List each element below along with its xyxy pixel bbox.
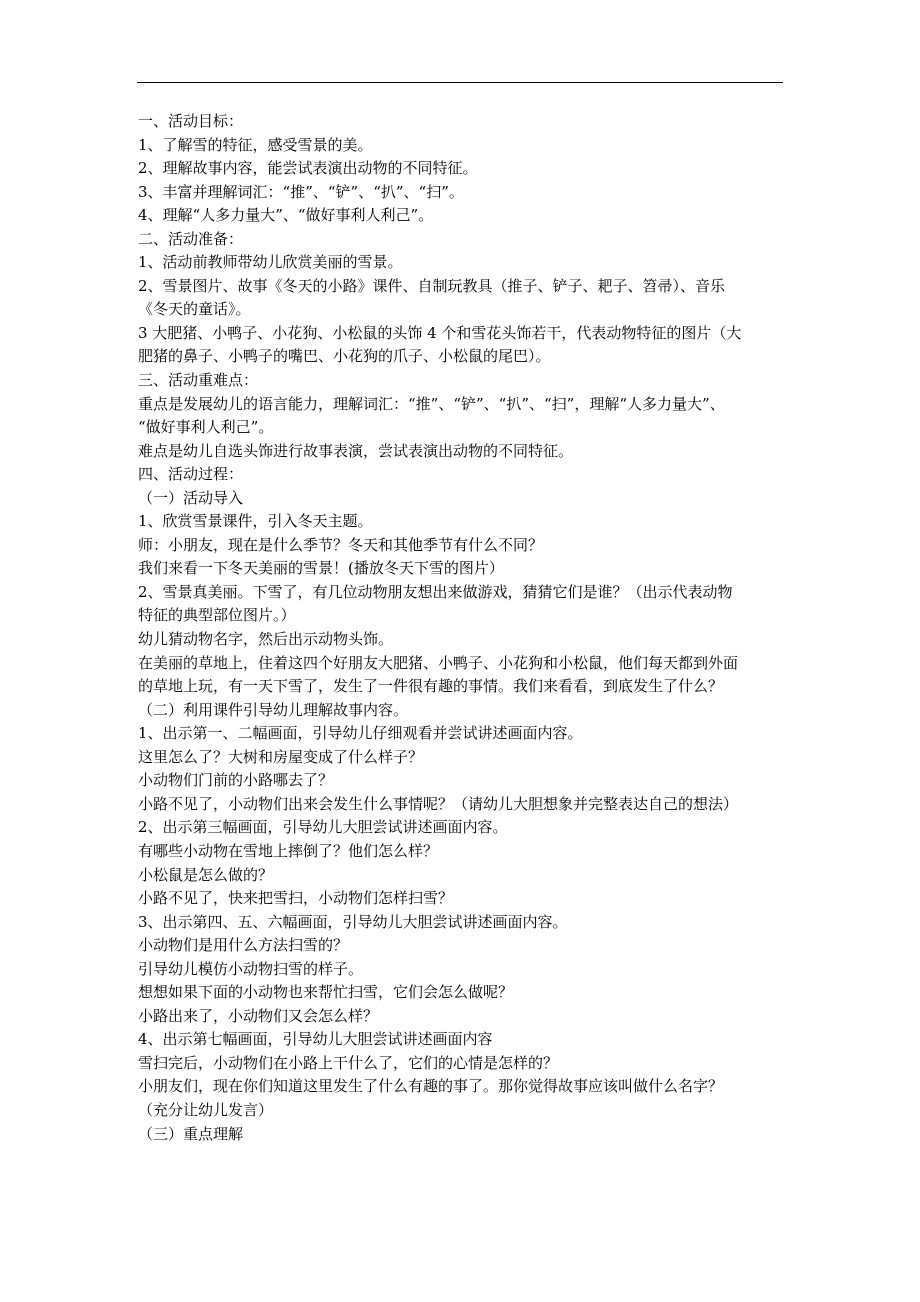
text-line: （三）重点理解 — [138, 1124, 244, 1143]
text-line: 3 大肥猪、小鸭子、小花狗、小松鼠的头饰 4 个和雪花头饰若干，代表动物特征的图片（大 — [138, 323, 742, 342]
text-line: 1、活动前教师带幼儿欣赏美丽的雪景。 — [138, 253, 403, 272]
text-line: 引导幼儿模仿小动物扫雪的样子。 — [138, 959, 364, 978]
text-line: 有哪些小动物在雪地上摔倒了？他们怎么样？ — [138, 841, 439, 860]
text-line: 师：小朋友，现在是什么季节？冬天和其他季节有什么不同？ — [138, 535, 544, 554]
text-line: 小动物们是用什么方法扫雪的？ — [138, 936, 349, 955]
text-line: 1、了解雪的特征，感受雪景的美。 — [138, 135, 373, 154]
text-line: 这里怎么了？大树和房屋变成了什么样子？ — [138, 747, 424, 766]
text-line: （充分让幼儿发言） — [138, 1100, 274, 1119]
text-line: 我们来看一下冬天美丽的雪景！(播放冬天下雪的图片） — [138, 559, 504, 578]
text-line: “做好事利人利己”。 — [138, 418, 274, 437]
text-line: 1、出示第一、二幅画面，引导幼儿仔细观看并尝试讲述画面内容。 — [138, 724, 583, 743]
text-line: 小松鼠是怎么做的？ — [138, 865, 274, 884]
text-line: 小路不见了，快来把雪扫，小动物们怎样扫雪？ — [138, 889, 454, 908]
text-line: 一、活动目标： — [138, 112, 244, 130]
text-line: 难点是幼儿自选头饰进行故事表演，尝试表演出动物的不同特征。 — [138, 441, 574, 460]
header-rule — [137, 82, 783, 83]
text-line: 小路出来了，小动物们又会怎么样？ — [138, 1006, 379, 1025]
text-line: 三、活动重难点： — [138, 371, 259, 390]
text-line: 四、活动过程： — [138, 465, 244, 484]
text-line: 2、理解故事内容，能尝试表演出动物的不同特征。 — [138, 159, 478, 178]
text-line: 肥猪的鼻子、小鸭子的嘴巴、小花狗的爪子、小松鼠的尾巴）。 — [138, 347, 551, 366]
text-line: 3、出示第四、五、六幅画面，引导幼儿大胆尝试讲述画面内容。 — [138, 912, 568, 931]
text-line: 二、活动准备： — [138, 229, 244, 248]
text-line: 在美丽的草地上，住着这四个好朋友大肥猪、小鸭子、小花狗和小松鼠，他们每天都到外面 — [138, 653, 739, 672]
text-line: 小朋友们，现在你们知道这里发生了什么有趣的事了。那你觉得故事应该叫做什么名字？ — [138, 1077, 724, 1096]
text-line: 1、欣赏雪景课件，引入冬天主题。 — [138, 512, 373, 531]
text-line: 的草地上玩，有一天下雪了，发生了一件很有趣的事情。我们来看看，到底发生了什么？ — [138, 677, 724, 696]
text-line: 重点是发展幼儿的语言能力，理解词汇：“推”、“铲”、“扒”、“扫”，理解“人多力量大”、 — [138, 394, 725, 413]
text-line: （二）利用课件引导幼儿理解故事内容。 — [138, 700, 409, 719]
text-line: 幼儿猜动物名字，然后出示动物头饰。 — [138, 630, 394, 649]
text-line: 4、理解“人多力量大”、“做好事利人利己”。 — [138, 206, 434, 225]
text-line: 雪扫完后，小动物们在小路上干什么了，它们的心情是怎样的？ — [138, 1053, 559, 1072]
text-line: 2、出示第三幅画面，引导幼儿大胆尝试讲述画面内容。 — [138, 818, 508, 837]
text-line: （一）活动导入 — [138, 488, 244, 507]
text-line: 3、丰富并理解词汇：“推”、“铲”、“扒”、“扫”。 — [138, 182, 464, 201]
text-line: 2、雪景图片、故事《冬天的小路》课件、自制玩教具（推子、铲子、耙子、笤帚）、音乐 — [138, 276, 726, 295]
text-line: 小路不见了，小动物们出来会发生什么事情呢？（请幼儿大胆想象并完整表达自己的想法） — [138, 794, 739, 813]
text-line: 小动物们门前的小路哪去了？ — [138, 771, 334, 790]
document-body — [138, 110, 788, 1146]
text-line: 想想如果下面的小动物也来帮忙扫雪，它们会怎么做呢？ — [138, 983, 514, 1002]
text-line: 《冬天的童话》。 — [138, 300, 251, 319]
text-line: 特征的典型部位图片。） — [138, 606, 296, 625]
text-line: 4、出示第七幅画面，引导幼儿大胆尝试讲述画面内容 — [138, 1030, 493, 1049]
text-line: 2、雪景真美丽。下雪了，有几位动物朋友想出来做游戏，猜猜它们是谁？（出示代表动物 — [138, 582, 733, 601]
